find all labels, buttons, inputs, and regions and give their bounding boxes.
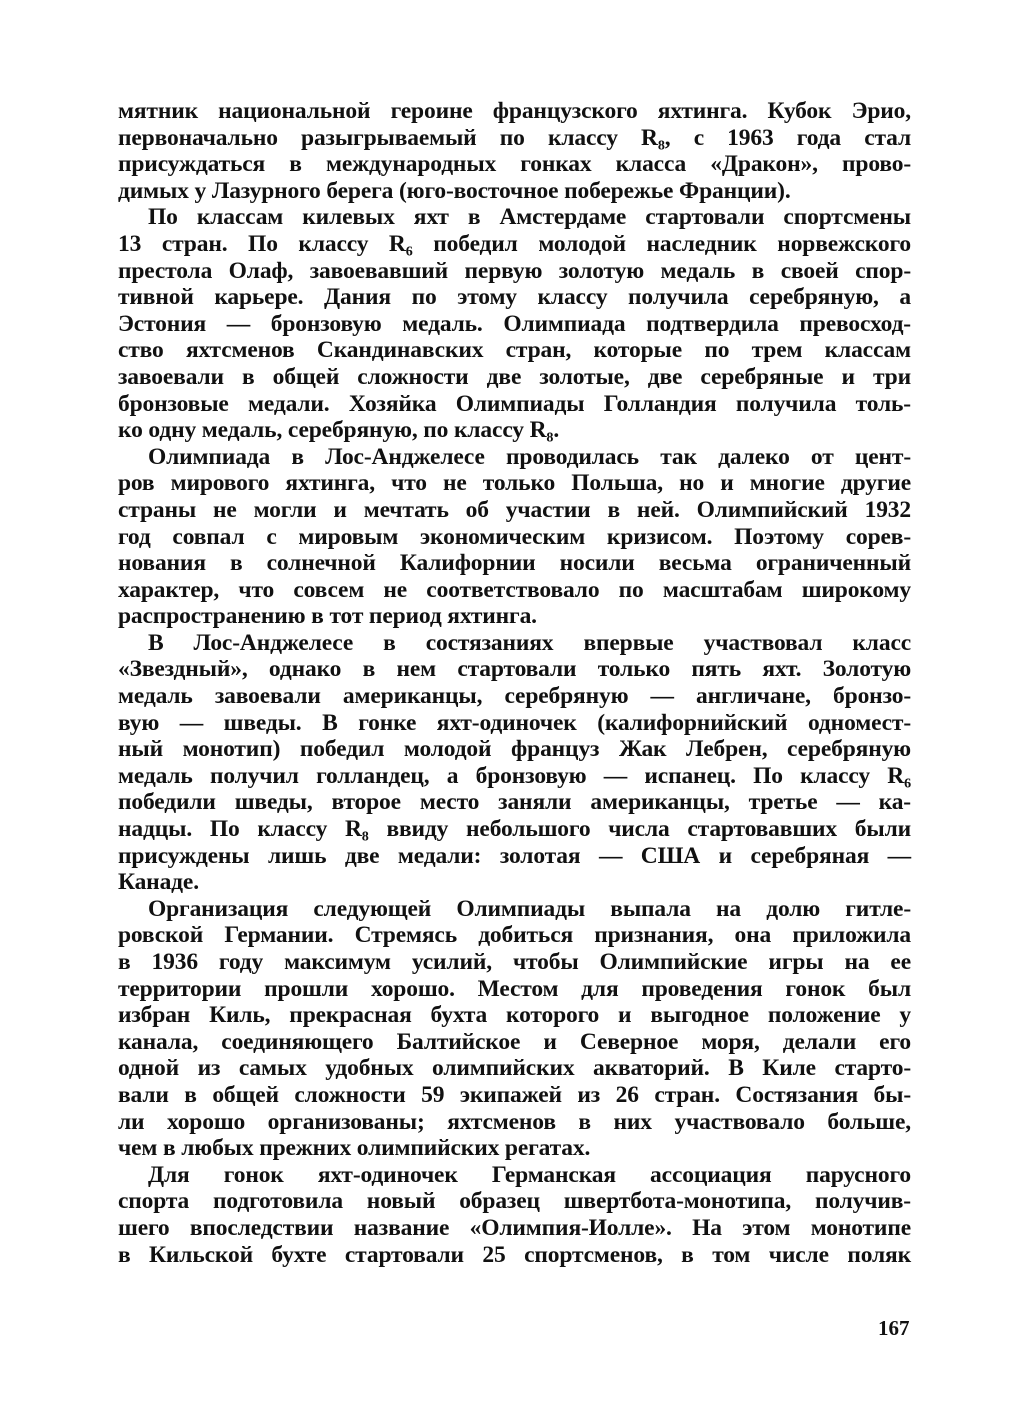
text-line: Канаде.	[118, 869, 199, 896]
page-number: 167	[878, 1316, 910, 1340]
text-line: По классам килевых яхт в Амстердаме стартовали спортсмены	[148, 204, 911, 231]
text-line: присуждены лишь две медали: золотая — США и серебряная —	[118, 842, 911, 869]
text-line: димых у Лазурного берега (юго-восточное побережье Франции).	[118, 177, 791, 204]
text-line: ли хорошо организованы; яхтсменов в них участвовало больше,	[118, 1108, 911, 1135]
text-line: в 1936 году максимум усилий, чтобы Олимпийские игры на ее	[118, 949, 911, 975]
paragraph	[118, 204, 911, 443]
paragraph	[118, 98, 911, 204]
text-line: первоначально разыгрываемый по классу R₈, с 1963 года стал	[118, 124, 911, 151]
paragraph	[118, 896, 911, 1162]
text-line: ко одну медаль, серебряную, по классу R₈.	[118, 417, 560, 444]
text-line: чем в любых прежних олимпийских регатах.	[118, 1135, 591, 1162]
text-line: престола Олаф, завоевавший первую золотую медаль в своей спор-	[118, 257, 911, 284]
text-line: ный монотип) победил молодой француз Жак Лебрен, серебряную	[118, 736, 911, 763]
text-line: присуждаться в международных гонках класса «Дракон», прово-	[118, 151, 911, 178]
text-line: Для гонок яхт-одиночек Германская ассоциация парусного	[148, 1161, 911, 1188]
paragraph	[118, 444, 911, 630]
text-line: «Звездный», однако в нем стартовали только пять яхт. Золотую	[118, 656, 911, 683]
text-line: медаль завоевали американцы, серебряную — англичане, бронзо-	[118, 683, 911, 710]
text-line: медаль получил голландец, а бронзовую — испанец. По классу R₆	[118, 762, 911, 789]
text-line: спорта подготовила новый образец швертбота-монотипа, получив-	[118, 1188, 911, 1215]
page-body-text	[118, 98, 911, 1268]
text-line: Олимпиада в Лос-Анджелесе проводилась так далеко от цент-	[148, 443, 911, 470]
text-line: Организация следующей Олимпиады выпала на долю гитле-	[148, 895, 911, 922]
text-line: Эстония — бронзовую медаль. Олимпиада подтвердила превосход-	[118, 310, 911, 337]
text-line: нования в солнечной Калифорнии носили весьма ограниченный	[118, 550, 911, 577]
text-line: мятник национальной героине французского яхтинга. Кубок Эрио,	[118, 98, 911, 124]
text-line: надцы. По классу R₈ ввиду небольшого числа стартовавших были	[118, 816, 911, 843]
paragraph	[118, 630, 911, 896]
text-line: победили шведы, второе место заняли американцы, третье — ка-	[118, 789, 911, 816]
text-line: одной из самых удобных олимпийских акваторий. В Киле старто-	[118, 1055, 911, 1082]
text-line: страны не могли и мечтать об участии в ней. Олимпийский 1932	[118, 496, 911, 523]
paragraph	[118, 1162, 911, 1268]
text-line: 13 стран. По классу R₆ победил молодой наследник норвежского	[118, 230, 911, 257]
text-line: тивной карьере. Дания по этому классу получила серебряную, а	[118, 284, 911, 311]
text-line: территории прошли хорошо. Местом для проведения гонок был	[118, 975, 911, 1002]
text-line: завоевали в общей сложности две золотые, две серебряные и три	[118, 363, 911, 390]
text-line: шего впоследствии название «Олимпия-Иолле». На этом монотипе	[118, 1214, 911, 1241]
text-line: ров мирового яхтинга, что не только Польша, но и многие другие	[118, 470, 911, 497]
text-line: год совпал с мировым экономическим кризисом. Поэтому сорев-	[118, 523, 911, 550]
text-line: распространению в тот период яхтинга.	[118, 603, 537, 630]
text-line: ровской Германии. Стремясь добиться признания, она приложила	[118, 922, 911, 949]
text-line: ство яхтсменов Скандинавских стран, которые по трем классам	[118, 337, 911, 364]
text-line: характер, что совсем не соответствовало по масштабам широкому	[118, 576, 911, 603]
text-line: В Лос-Анджелесе в состязаниях впервые участвовал класс	[148, 629, 911, 656]
text-line: вую — шведы. В гонке яхт-одиночек (калифорнийский одномест-	[118, 709, 911, 736]
text-line: канала, соединяющего Балтийское и Северное моря, делали его	[118, 1028, 911, 1055]
text-line: вали в общей сложности 59 экипажей из 26 стран. Состязания бы-	[118, 1081, 911, 1108]
text-line: избран Киль, прекрасная бухта которого и выгодное положение у	[118, 1002, 911, 1029]
text-line: в Кильской бухте стартовали 25 спортсменов, в том числе поляк	[118, 1241, 911, 1268]
text-line: бронзовые медали. Хозяйка Олимпиады Голландия получила толь-	[118, 390, 911, 417]
